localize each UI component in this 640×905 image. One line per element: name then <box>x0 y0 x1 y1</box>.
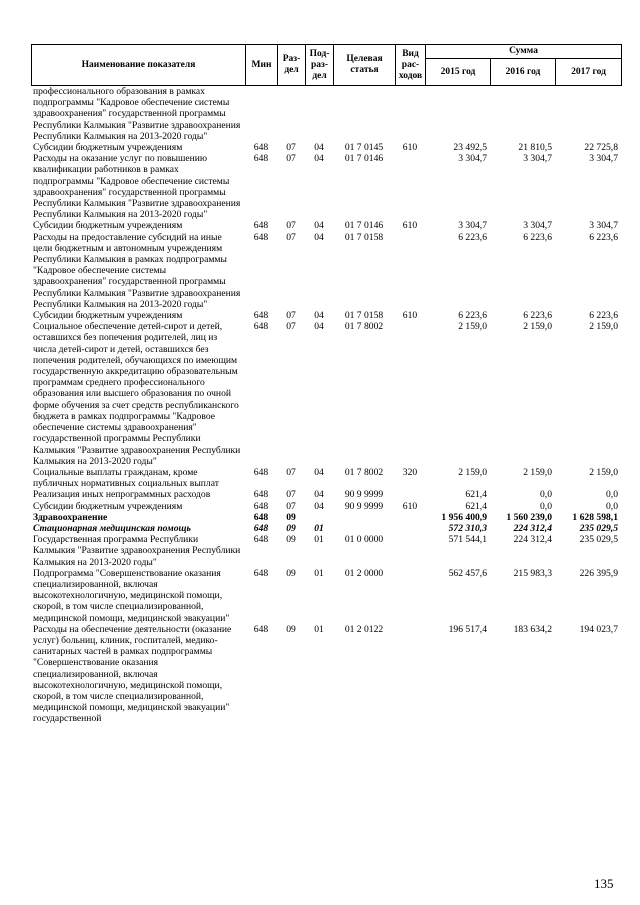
row-name: Социальное обеспечение детей-сирот и детей, оставшихся без попечения родителей, лиц из числа детей-сирот и детей, оставшихся без попечения родителей, обучающихся по имеющим государственную аккредитацию образовательным программам среднего профессионального образования или высшего образования по очной форме обучения за счет средств республиканского бюджета в рамках подпрограммы "Кадровое обеспечение системы здравоохранения" государственной программы Республики Калмыкия "Развитие здравоохранения Республики Калмыкия на 2013-2020 годы" <box>33 321 241 467</box>
row-sum-2015: 2 159,0 <box>458 466 487 478</box>
header-sum: Сумма <box>426 45 622 59</box>
row-sum-2016: 2 159,0 <box>523 466 552 478</box>
row-expense-type: 320 <box>402 466 418 478</box>
row-sum-2017: 3 304,7 <box>589 153 618 165</box>
row-sum-2015: 3 304,7 <box>458 153 487 165</box>
row-sum-2017: 6 223,6 <box>589 231 618 243</box>
row-razdel: 09 <box>286 522 296 534</box>
row-min <box>245 86 277 142</box>
header-2017: 2017 год <box>556 59 622 86</box>
row-sum-2017: 22 725,8 <box>584 142 618 154</box>
row-podrazdel <box>305 86 333 142</box>
row-expense-type <box>395 534 425 568</box>
row-min: 648 <box>253 522 269 534</box>
row-sum-2016: 3 304,7 <box>523 153 552 165</box>
row-sum-2015 <box>425 86 490 142</box>
row-target-article: 01 7 8002 <box>344 321 384 333</box>
row-name: Субсидии бюджетным учреждениям <box>33 500 183 512</box>
header-2016: 2016 год <box>491 59 556 86</box>
row-name: Государственная программа Республики Калмыкия "Развитие здравоохранения Республики Калмыкия на 2013-2020 годы" <box>33 534 241 568</box>
header-expense-type: Вид рас-ходов <box>396 45 426 86</box>
row-expense-type: 610 <box>402 220 418 232</box>
row-sum-2017: 1 628 598,1 <box>572 511 618 523</box>
table-row <box>31 142 621 153</box>
row-podrazdel: 04 <box>314 466 324 478</box>
row-sum-2017: 2 159,0 <box>589 466 618 478</box>
row-podrazdel: 01 <box>314 534 324 546</box>
row-razdel: 07 <box>286 231 296 243</box>
header-name: Наименование показателя <box>32 45 246 86</box>
row-expense-type: 610 <box>402 500 418 512</box>
row-razdel: 07 <box>286 220 296 232</box>
row-name: Реализация иных непрограммных расходов <box>33 489 211 501</box>
row-sum-2017: 0,0 <box>606 489 618 501</box>
row-sum-2016: 6 223,6 <box>523 310 552 322</box>
row-sum-2016: 3 304,7 <box>523 220 552 232</box>
row-sum-2017: 235 029,5 <box>579 522 618 534</box>
row-name: Стационарная медицинская помощь <box>33 522 191 534</box>
row-min: 648 <box>253 153 269 165</box>
table-row <box>31 220 621 231</box>
row-sum-2015: 196 517,4 <box>448 623 487 635</box>
row-name: Подпрограмма "Совершенствование оказания специализированной, включая высокотехнологичную, медицинской помощи, скорой, в том числе специализированной, медицинской помощи, медицинской эвакуации" <box>33 567 230 624</box>
row-sum-2017: 3 304,7 <box>589 220 618 232</box>
table-row <box>31 534 621 568</box>
row-sum-2016: 2 159,0 <box>523 321 552 333</box>
row-sum-2015: 2 159,0 <box>458 321 487 333</box>
row-name: Социальные выплаты гражданам, кроме публичных нормативных социальных выплат <box>33 466 219 490</box>
row-sum-2017 <box>555 86 621 142</box>
row-sum-2016: 1 560 239,0 <box>506 511 552 523</box>
row-expense-type <box>395 153 425 220</box>
row-sum-2016: 183 634,2 <box>513 623 552 635</box>
row-min: 648 <box>253 623 269 635</box>
row-expense-type <box>395 489 425 500</box>
row-expense-type <box>395 624 425 725</box>
row-sum-2017: 226 395,9 <box>579 567 618 579</box>
row-sum-2015: 23 492,5 <box>453 142 487 154</box>
row-sum-2015: 621,4 <box>465 489 487 501</box>
row-podrazdel: 04 <box>314 142 324 154</box>
row-target-article: 01 7 8002 <box>344 466 384 478</box>
row-sum-2016: 0,0 <box>540 500 552 512</box>
row-target-article <box>333 512 395 523</box>
row-expense-type <box>395 321 425 467</box>
header-target-article: Целевая статья <box>334 45 396 86</box>
row-target-article: 01 7 0158 <box>344 231 384 243</box>
row-sum-2017: 2 159,0 <box>589 321 618 333</box>
row-name: Субсидии бюджетным учреждениям <box>33 142 183 154</box>
row-min: 648 <box>253 142 269 154</box>
row-expense-type <box>395 232 425 310</box>
row-expense-type <box>395 523 425 534</box>
table-row <box>31 310 621 321</box>
row-name: Расходы на предоставление субсидий на иные цели бюджетным и автономным учреждениям Республики Калмыкия в рамках подпрограммы "Кадровое обеспечение системы здравоохранения" государственной программы Республики Калмыкия "Развитие здравоохранения Республики Калмыкия на 2013-2020 годы" <box>33 231 241 310</box>
row-sum-2015: 562 457,6 <box>448 567 487 579</box>
header-razdel: Раз-дел <box>278 45 306 86</box>
row-min: 648 <box>253 534 269 546</box>
table-row <box>31 489 621 500</box>
row-razdel <box>277 86 305 142</box>
row-razdel: 07 <box>286 142 296 154</box>
row-podrazdel: 01 <box>314 623 324 635</box>
row-razdel: 07 <box>286 500 296 512</box>
budget-table <box>31 86 621 725</box>
table-header <box>31 44 622 86</box>
table-row <box>31 501 621 512</box>
row-podrazdel: 04 <box>314 220 324 232</box>
row-expense-type <box>395 512 425 523</box>
table-row <box>31 232 621 310</box>
row-sum-2017: 0,0 <box>606 500 618 512</box>
table-row <box>31 568 621 624</box>
table-row <box>31 624 621 725</box>
row-sum-2017: 235 029,5 <box>579 534 618 546</box>
row-podrazdel: 04 <box>314 321 324 333</box>
row-sum-2016: 0,0 <box>540 489 552 501</box>
row-podrazdel: 04 <box>314 310 324 322</box>
row-name: Здравоохранение <box>33 511 108 523</box>
row-target-article: 01 7 0146 <box>344 153 384 165</box>
table-row <box>31 523 621 534</box>
row-sum-2015: 621,4 <box>465 500 487 512</box>
row-sum-2016: 224 312,4 <box>513 522 552 534</box>
row-target-article: 90 9 9999 <box>344 500 384 512</box>
row-name: Субсидии бюджетным учреждениям <box>33 310 183 322</box>
row-expense-type: 610 <box>402 310 418 322</box>
row-name: Расходы на оказание услуг по повышению квалификации работников в рамках подпрограммы "Кадровое обеспечение системы здравоохранения" государственной программы Республики Калмыкия "Развитие здравоохранения Республики Калмыкия на 2013-2020 годы" <box>33 153 241 221</box>
row-razdel: 07 <box>286 321 296 333</box>
row-sum-2016: 21 810,5 <box>518 142 552 154</box>
row-name: Расходы на обеспечение деятельности (оказание услуг) больниц, клиник, госпиталей, медико-санитарных частей в рамках подпрограммы "Совершенствование оказания специализированной, включая высокотехнологичную, медицинской помощи, скорой, в том числе специализированной, медицинской помощи, медицинской эвакуации" государственной <box>33 623 232 725</box>
row-razdel: 09 <box>286 511 296 523</box>
row-sum-2015: 6 223,6 <box>458 231 487 243</box>
row-podrazdel <box>305 512 333 523</box>
row-razdel: 07 <box>286 489 296 501</box>
row-min: 648 <box>253 310 269 322</box>
row-target-article <box>333 86 395 142</box>
header-2015: 2015 год <box>426 59 491 86</box>
row-min: 648 <box>253 489 269 501</box>
table-row <box>31 86 621 142</box>
row-target-article: 01 7 0146 <box>344 220 384 232</box>
row-sum-2016: 224 312,4 <box>513 534 552 546</box>
row-podrazdel: 04 <box>314 231 324 243</box>
row-razdel: 07 <box>286 153 296 165</box>
row-expense-type <box>395 86 425 142</box>
row-min: 648 <box>253 511 269 523</box>
row-razdel: 07 <box>286 466 296 478</box>
table-row <box>31 321 621 467</box>
row-target-article: 90 9 9999 <box>344 489 384 501</box>
row-sum-2017: 194 023,7 <box>579 623 618 635</box>
table-row <box>31 467 621 489</box>
row-target-article <box>333 523 395 534</box>
row-sum-2015: 571 544,1 <box>448 534 487 546</box>
row-target-article: 01 0 0000 <box>344 534 384 546</box>
table-row <box>31 153 621 220</box>
page-number: 135 <box>594 876 614 891</box>
row-target-article: 01 7 0158 <box>344 310 384 322</box>
row-podrazdel: 01 <box>314 567 324 579</box>
row-target-article: 01 2 0122 <box>344 623 384 635</box>
row-razdel: 09 <box>286 534 296 546</box>
header-min: Мин <box>246 45 278 86</box>
row-sum-2015: 1 956 400,9 <box>441 511 487 523</box>
row-podrazdel: 01 <box>314 522 324 534</box>
row-min: 648 <box>253 220 269 232</box>
row-min: 648 <box>253 500 269 512</box>
row-target-article: 01 2 0000 <box>344 567 384 579</box>
table-row <box>31 512 621 523</box>
row-min: 648 <box>253 567 269 579</box>
row-sum-2015: 6 223,6 <box>458 310 487 322</box>
row-sum-2015: 572 310,3 <box>448 522 487 534</box>
row-podrazdel: 04 <box>314 153 324 165</box>
row-razdel: 07 <box>286 310 296 322</box>
header-podrazdel: Под-раз-дел <box>306 45 334 86</box>
row-razdel: 09 <box>286 623 296 635</box>
row-expense-type: 610 <box>402 142 418 154</box>
row-sum-2016: 6 223,6 <box>523 231 552 243</box>
row-podrazdel: 04 <box>314 500 324 512</box>
row-name: профессионального образования в рамках подпрограммы "Кадровое обеспечение системы здравоохранения" государственной программы Республики Калмыкия "Развитие здравоохранения Республики Калмыкия на 2013-2020 годы" <box>33 86 241 142</box>
row-expense-type <box>395 568 425 624</box>
row-podrazdel: 04 <box>314 489 324 501</box>
row-sum-2015: 3 304,7 <box>458 220 487 232</box>
row-target-article: 01 7 0145 <box>344 142 384 154</box>
row-min: 648 <box>253 466 269 478</box>
row-sum-2016: 215 983,3 <box>513 567 552 579</box>
row-min: 648 <box>253 321 269 333</box>
row-sum-2016 <box>490 86 555 142</box>
row-sum-2017: 6 223,6 <box>589 310 618 322</box>
row-name: Субсидии бюджетным учреждениям <box>33 220 183 232</box>
row-razdel: 09 <box>286 567 296 579</box>
row-min: 648 <box>253 231 269 243</box>
